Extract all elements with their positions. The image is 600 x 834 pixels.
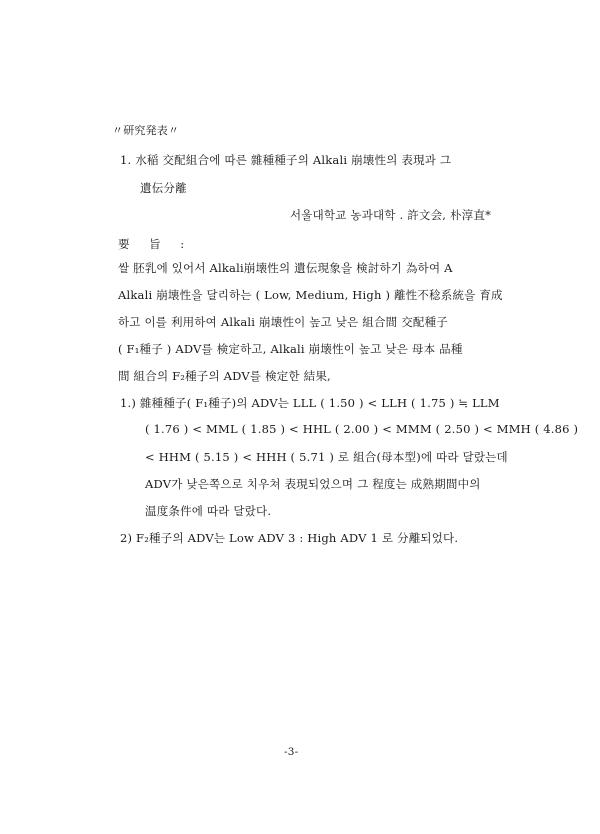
result-1-line: ( 1.76 ) < MML ( 1.85 ) < HHL ( 2.00 ) < MMM ( 2.50 ) < MMH ( 4.86 ) xyxy=(145,422,579,436)
paper-title-line-1: 1. 水稲 交配組合에 따른 雜種種子의 Alkali 崩壊性의 表現과 그 xyxy=(120,153,452,167)
paper-title-line-2: 遺伝分離 xyxy=(140,181,187,195)
author-affiliation: 서울대학교 농과대학 . 許文会, 朴淳直* xyxy=(290,208,492,222)
body-line: Alkali 崩壊性을 달리하는 ( Low, Medium, High ) 離性不稔系統을 育成 xyxy=(118,288,503,302)
result-1-line: < HHM ( 5.15 ) < HHH ( 5.71 ) 로 組合(母本型)에 따라 달랐는데 xyxy=(145,450,508,464)
body-line: ( F₁種子 ) ADV를 検定하고, Alkali 崩壊性이 높고 낮은 母本 品種 xyxy=(118,342,463,356)
result-1-line: 1.) 雜種種子( F₁種子)의 ADV는 LLL ( 1.50 ) < LLH ( 1.75 ) ≒ LLM xyxy=(120,396,500,410)
section-header: 〃研究発表〃 xyxy=(112,124,180,137)
page-number: -3- xyxy=(284,746,299,758)
result-1-line: ADV가 낮은쪽으로 치우쳐 表現되었으며 그 程度는 成熟期間中의 xyxy=(145,477,481,491)
body-line: 하고 이를 利用하여 Alkali 崩壊性이 높고 낮은 組合間 交配種子 xyxy=(118,315,449,329)
result-2-line: 2) F₂種子의 ADV는 Low ADV 3 : High ADV 1 로 分離되었다. xyxy=(120,531,459,545)
summary-label: 要 旨 : xyxy=(118,237,193,251)
body-line: 間 組合의 F₂種子의 ADV를 検定한 結果, xyxy=(118,369,331,383)
body-line: 쌀 胚乳에 있어서 Alkali崩壊性의 遺伝現象을 検討하기 為하여 A xyxy=(118,261,453,275)
result-1-line: 温度条件에 따라 달랐다. xyxy=(145,504,272,518)
